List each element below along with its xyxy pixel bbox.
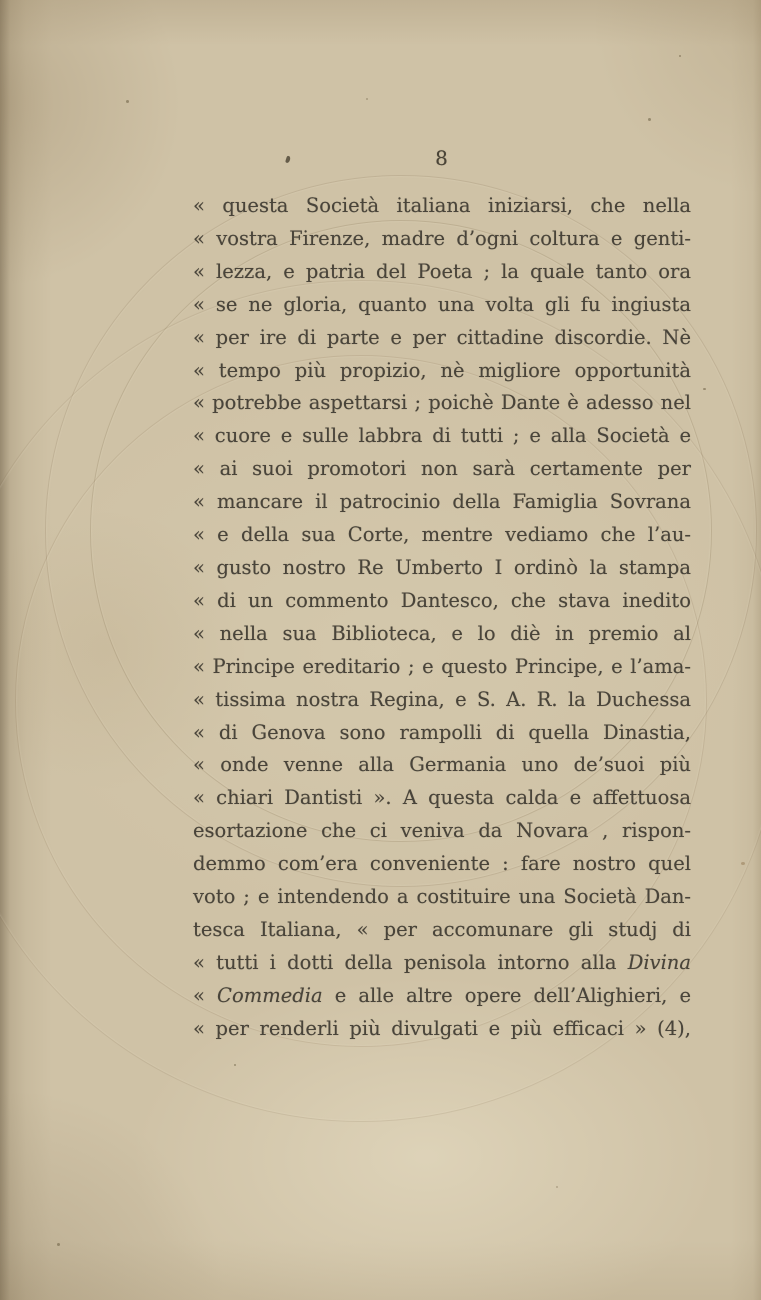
- text-segment: tesca Italiana, « per accomunare gli studj di: [193, 917, 691, 941]
- text-segment: « potrebbe aspettarsi ; poichè Dante è adesso nel: [193, 391, 691, 415]
- text-line: [193, 684, 691, 717]
- text-line: [193, 618, 691, 651]
- text-line: [193, 190, 691, 223]
- text-segment: « per ire di parte e per cittadine discordie. Nè: [193, 325, 691, 349]
- text-segment: « lezza, e patria del Poeta ; la quale tanto ora: [193, 259, 691, 283]
- paper-speck: [741, 862, 745, 865]
- text-line: [193, 256, 691, 289]
- text-segment: « Principe ereditario ; e questo Principe, e l’ama-: [193, 654, 691, 678]
- text-line: [193, 651, 691, 684]
- text-segment: « cuore e sulle labbra di tutti ; e alla Società e: [193, 424, 691, 448]
- paper-speck: [366, 98, 368, 100]
- italic-text-segment: Divina: [627, 950, 691, 974]
- text-line: [193, 782, 691, 815]
- text-line: [193, 947, 691, 980]
- text-segment: « di Genova sono rampolli di quella Dinastia,: [193, 720, 691, 744]
- text-line: [193, 322, 691, 355]
- text-line: [193, 420, 691, 453]
- text-line: [193, 717, 691, 750]
- text-line: [193, 486, 691, 519]
- text-segment: « vostra Firenze, madre d’ogni coltura e genti-: [193, 226, 691, 250]
- text-segment: esortazione che ci veniva da Novara , rispon-: [193, 819, 691, 843]
- text-block: [193, 190, 691, 1046]
- paper-speck: [679, 55, 681, 57]
- text-segment: « questa Società italiana iniziarsi, che nella: [193, 194, 691, 217]
- text-line: [193, 387, 691, 420]
- text-segment: « ai suoi promotori non sarà certamente per: [193, 457, 691, 481]
- text-segment: e alle altre opere dell’Alighieri, e: [322, 983, 691, 1007]
- text-segment: demmo com’era conveniente : fare nostro quel: [193, 852, 691, 876]
- text-segment: voto ; e intendendo a costituire una Società Dan-: [193, 885, 691, 909]
- text-segment: « mancare il patrocinio della Famiglia Sovrana: [193, 490, 691, 514]
- paper-speck: [234, 1064, 236, 1066]
- paper-speck: [126, 100, 129, 103]
- paper-speck: [556, 1186, 558, 1188]
- text-segment: «: [193, 983, 218, 1007]
- text-line: [193, 355, 691, 388]
- text-segment: « tutti i dotti della penisola intorno alla: [193, 950, 628, 974]
- text-segment: « chiari Dantisti ». A questa calda e affettuosa: [193, 786, 691, 810]
- text-segment: « per renderli più divulgati e più efficaci » (4),: [193, 1016, 691, 1040]
- text-segment: « e della sua Corte, mentre vediamo che l’au-: [193, 523, 691, 547]
- text-line: [193, 881, 691, 914]
- paper-speck: [57, 1243, 60, 1246]
- text-line: [193, 223, 691, 256]
- italic-text-segment: Commedia: [217, 983, 323, 1007]
- text-line: [193, 519, 691, 552]
- paper-speck: [648, 118, 651, 121]
- text-segment: « nella sua Biblioteca, e lo diè in premio al: [193, 621, 691, 645]
- text-segment: « se ne gloria, quanto una volta gli fu ingiusta: [193, 292, 691, 316]
- text-segment: « onde venne alla Germania uno de’suoi più: [193, 753, 691, 777]
- text-line: [193, 453, 691, 486]
- text-segment: « tissima nostra Regina, e S. A. R. la Duchessa: [193, 687, 691, 711]
- paper-speck: [703, 388, 706, 390]
- text-line: [193, 980, 691, 1013]
- text-line: [193, 815, 691, 848]
- text-line: [193, 749, 691, 782]
- text-line: [193, 1013, 691, 1046]
- text-line: [193, 848, 691, 881]
- text-segment: « tempo più propizio, nè migliore opportunità: [193, 358, 691, 382]
- text-line: [193, 289, 691, 322]
- text-segment: « di un commento Dantesco, che stava inedito: [193, 588, 691, 612]
- text-segment: « gusto nostro Re Umberto I ordinò la stampa: [193, 555, 691, 579]
- text-line: [193, 585, 691, 618]
- text-line: [193, 552, 691, 585]
- text-line: [193, 914, 691, 947]
- page-number: 8: [435, 146, 449, 170]
